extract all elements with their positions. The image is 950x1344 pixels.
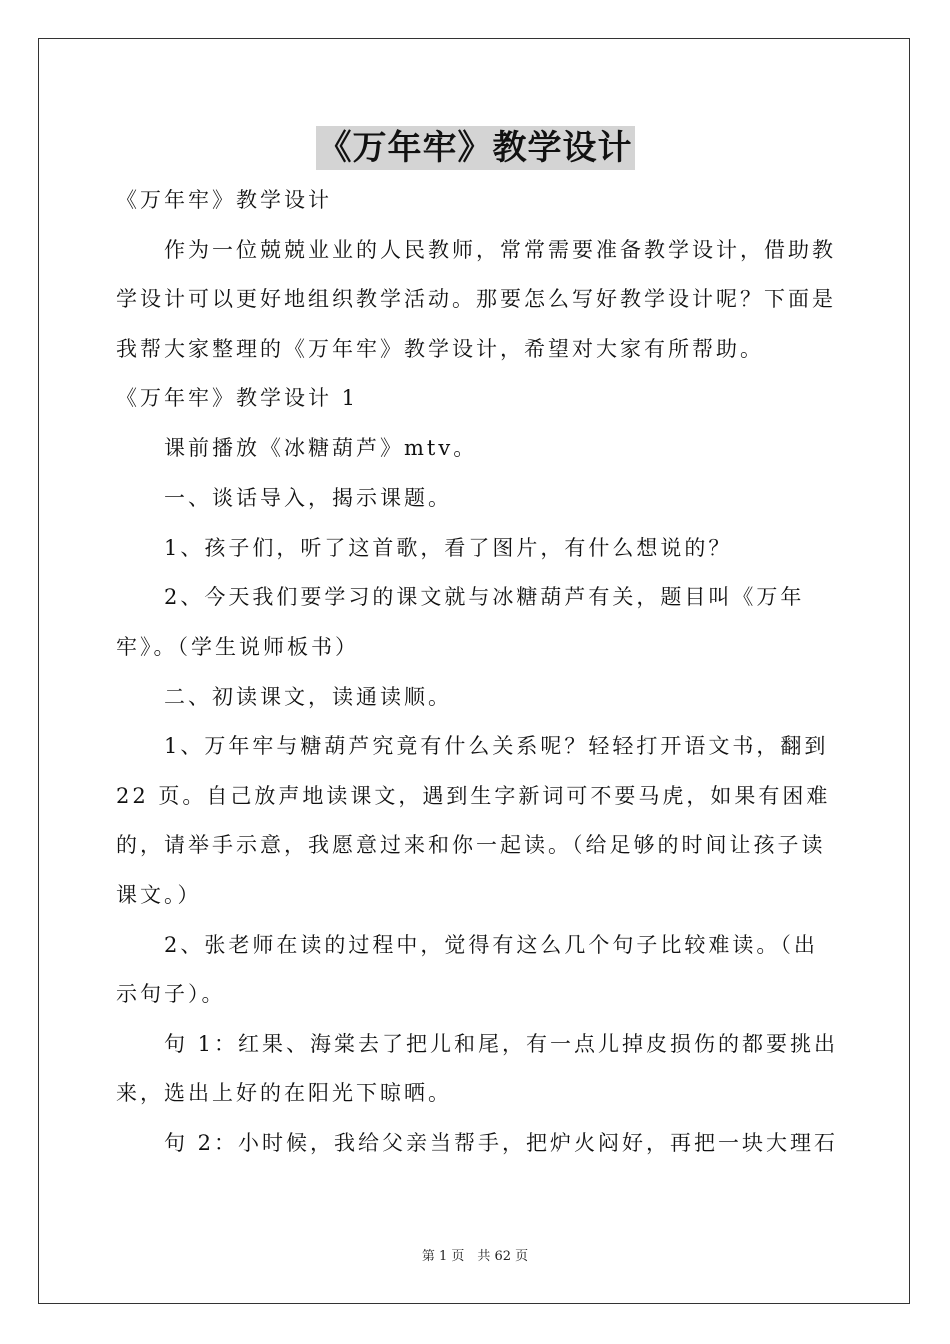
paragraph-line: 1、万年牢与糖葫芦究竟有什么关系呢？轻轻打开语文书，翻到 [164, 734, 829, 758]
paragraph-line: 作为一位兢兢业业的人民教师，常常需要准备教学设计，借助教 [164, 238, 836, 262]
title-block [0, 126, 950, 170]
paragraph-line: 二、初读课文，读通读顺。 [164, 685, 452, 709]
paragraph-line: 的，请举手示意，我愿意过来和你一起读。（给足够的时间让孩子读 [116, 833, 826, 857]
document-title: 《万年牢》教学设计 [317, 128, 633, 168]
paragraph-line: 课文。） [116, 883, 202, 907]
paragraph-line: 来，选出上好的在阳光下晾晒。 [116, 1081, 452, 1105]
paragraph-line: 一、谈话导入，揭示课题。 [164, 486, 452, 510]
paragraph-line: 句 2：小时候，我给父亲当帮手，把炉火闷好，再把一块大理石 [164, 1131, 839, 1155]
page-number: 第 1 页 共 62 页 [421, 1249, 529, 1264]
section-heading: 《万年牢》教学设计 1 [116, 386, 359, 410]
paragraph-line: 句 1：红果、海棠去了把儿和尾，有一点儿掉皮损伤的都要挑出 [164, 1032, 839, 1056]
paragraph-line: 牢》。（学生说师板书） [116, 635, 359, 659]
paragraph-line: 示句子）。 [116, 982, 226, 1006]
subtitle-line: 《万年牢》教学设计 [116, 188, 332, 212]
paragraph-line: 课前播放《冰糖葫芦》mtv。 [164, 436, 478, 460]
page-border [38, 38, 910, 1304]
paragraph-line: 2、张老师在读的过程中，觉得有这么几个句子比较难读。（出 [164, 933, 818, 957]
paragraph-line: 22 页。自己放声地读课文，遇到生字新词可不要马虎，如果有困难 [116, 784, 831, 808]
paragraph-line: 我帮大家整理的《万年牢》教学设计，希望对大家有所帮助。 [116, 337, 764, 361]
paragraph-line: 1、孩子们，听了这首歌，看了图片，有什么想说的？ [164, 536, 733, 560]
paragraph-line: 2、今天我们要学习的课文就与冰糖葫芦有关，题目叫《万年 [164, 585, 805, 609]
paragraph-line: 学设计可以更好地组织教学活动。那要怎么写好教学设计呢？下面是 [116, 287, 836, 311]
